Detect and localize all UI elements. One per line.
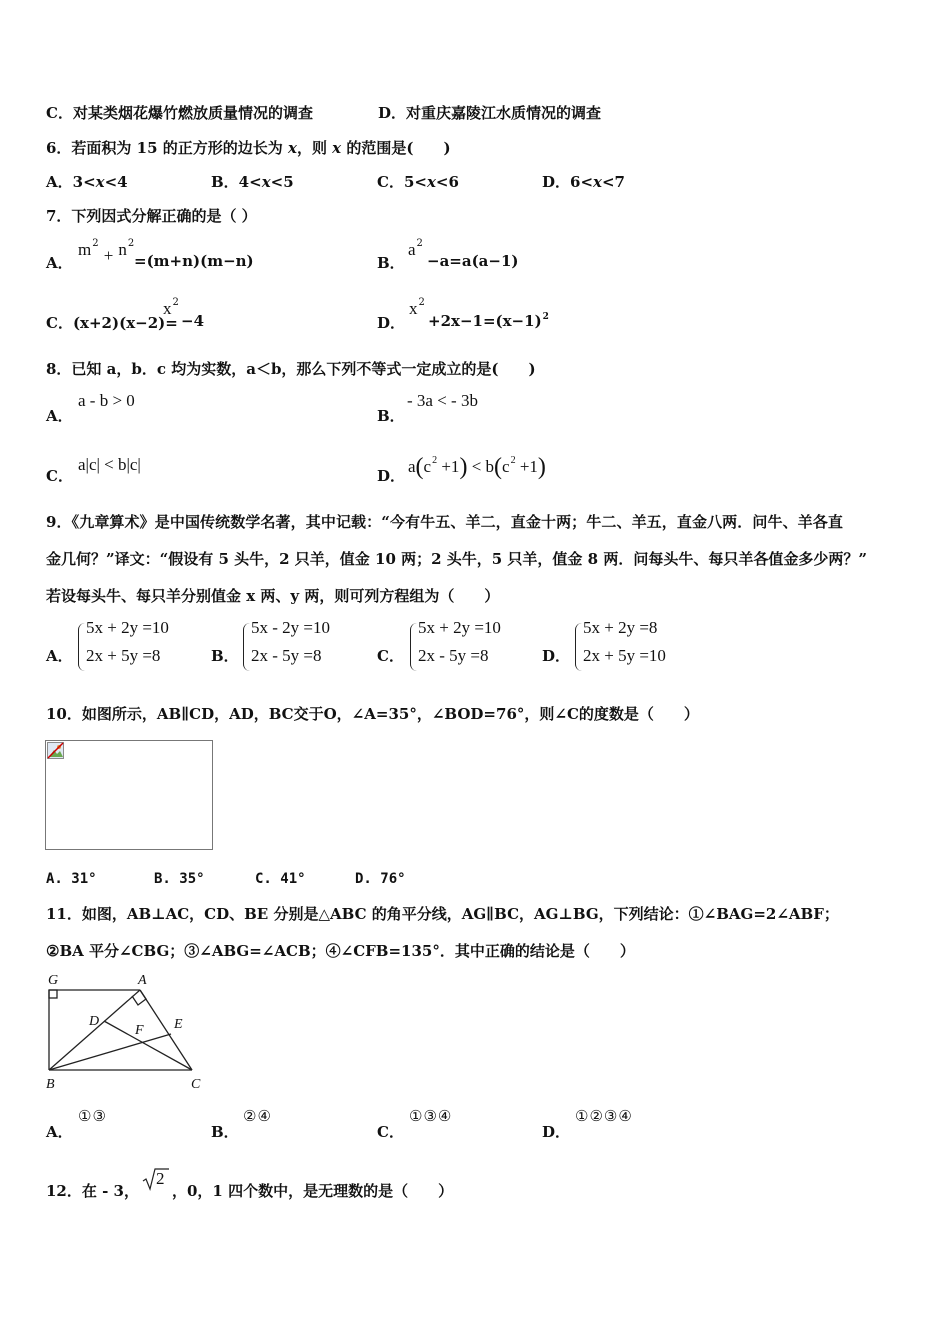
q6-opt-text: <5 xyxy=(270,173,294,191)
q8-stem: 8．已知 a，b．c 均为实数，a＜b，那么下列不等式一定成立的是( ) xyxy=(46,360,536,378)
q6-stem-part: ，则 xyxy=(296,139,333,157)
q8-option-a-expr: a - b > 0 xyxy=(78,391,135,410)
q7-option-c-expr xyxy=(163,299,179,319)
right-angle-mark-a xyxy=(132,990,146,1005)
q11-option-b-label: B． xyxy=(211,1123,239,1141)
q9-stem-line1: 9．《九章算术》是中国传统数学名著，其中记载：“今有牛五、羊二，直金十两；牛二、羊五，直金八两．问牛、羊各直 xyxy=(46,513,843,531)
right-angle-mark-g xyxy=(49,990,57,998)
q7-term: (x+2)(x−2)= xyxy=(72,314,178,332)
q6-option-b xyxy=(211,171,294,192)
equation: 2x - 5y =8 xyxy=(418,646,489,665)
q7-option-b-label: B． xyxy=(377,254,405,272)
q7-label: C． xyxy=(46,314,73,332)
q11-option-b-value: ②④ xyxy=(243,1107,272,1125)
q9-option-a-label: A． xyxy=(46,647,73,665)
q8-exponent: 2 xyxy=(432,455,438,466)
q7-term: + xyxy=(103,246,114,265)
q6-var: x xyxy=(287,139,297,157)
q8-term: +1 xyxy=(437,457,460,476)
q8-option-a-label: A． xyxy=(46,407,73,425)
q12-stem-b: ，0，1 四个数中，是无理数的是（ ） xyxy=(172,1182,454,1200)
q7-term: +2x−1=(x−1) xyxy=(428,312,542,330)
q6-var: x xyxy=(593,173,602,191)
equation: 5x - 2y =10 xyxy=(251,618,330,637)
equation: 2x + 5y =8 xyxy=(86,646,161,665)
label-g: G xyxy=(48,973,59,988)
q6-opt-text: <7 xyxy=(601,173,625,191)
q8-exponent: 2 xyxy=(510,455,516,466)
q8-term: < b xyxy=(467,457,495,476)
q6-var: x xyxy=(95,173,105,191)
segment-AC xyxy=(140,990,192,1070)
q7-option-b-rest: −a=a(a−1) xyxy=(427,252,519,270)
q7-term: m xyxy=(78,240,92,259)
brace xyxy=(575,623,582,671)
q7-exponent: 2 xyxy=(416,238,423,249)
q6-stem xyxy=(46,137,451,158)
brace xyxy=(410,623,417,671)
equation: 2x - 5y =8 xyxy=(251,646,322,665)
q7-exponent: 2 xyxy=(172,297,179,308)
broken-image-icon xyxy=(47,742,65,760)
q7-option-d-rest xyxy=(428,312,549,330)
q8-term: a xyxy=(408,457,416,476)
q10-missing-figure xyxy=(45,740,213,850)
q8-option-b-label: B． xyxy=(377,407,405,425)
label-b: B xyxy=(46,1077,55,1092)
q7-option-c-rest: −4 xyxy=(181,312,205,330)
q5-option-c: C．对某类烟花爆竹燃放质量情况的调查 xyxy=(46,104,313,122)
q7-term: x xyxy=(163,299,172,318)
q8-option-b-expr: - 3a < - 3b xyxy=(407,391,478,410)
segment-BE xyxy=(49,1034,171,1070)
q6-opt-text: C．5< xyxy=(377,173,427,191)
q7-option-d-label: D． xyxy=(377,314,406,332)
q8-term: +1 xyxy=(515,457,538,476)
q7-option-a-rest: =(m+n)(m−n) xyxy=(134,252,254,270)
q7-option-c-label xyxy=(46,312,178,333)
q11-stem-line2: ②BA 平分∠CBG；③∠ABG=∠ACB；④∠CFB=135°．其中正确的结论是（ ） xyxy=(46,942,635,960)
q8-term: c xyxy=(502,457,510,476)
segment-BA xyxy=(49,990,140,1070)
label-d: D xyxy=(89,1014,100,1029)
label-f: F xyxy=(135,1023,144,1038)
q11-option-a-label: A． xyxy=(46,1123,73,1141)
q7-exponent: 2 xyxy=(92,238,99,249)
q12-stem-a: 12．在 - 3， xyxy=(46,1182,139,1200)
q6-stem-part: 6．若面积为 15 的正方形的边长为 xyxy=(46,139,288,157)
q7-term: x xyxy=(409,299,418,318)
q11-option-d-label: D． xyxy=(542,1123,571,1141)
q6-var: x xyxy=(426,173,436,191)
q10-stem: 10．如图所示，AB∥CD，AD，BC交于O，∠A=35°，∠BOD=76°，则∠C的度数是（ ） xyxy=(46,705,699,723)
q7-exponent: 2 xyxy=(418,297,425,308)
q7-exponent: 2 xyxy=(542,312,549,322)
q9-stem-line3: 若设每头牛、每只羊分别值金 x 两、y 两，则可列方程组为（ ） xyxy=(46,587,500,605)
q8-term: c xyxy=(423,457,432,476)
q6-opt-text: <6 xyxy=(435,173,459,191)
sqrt-radicand: 2 xyxy=(156,1169,165,1188)
equation: 2x + 5y =10 xyxy=(583,646,666,665)
q6-option-a xyxy=(46,171,128,192)
q7-option-d-expr xyxy=(409,299,425,319)
q6-opt-text: B．4< xyxy=(211,173,262,191)
q9-stem-line2: 金几何？”译文：“假设有 5 头牛，2 只羊，值金 10 两；2 头牛，5 只羊，值金 8 两．问每头牛、每只羊各值金多少两？” xyxy=(46,550,867,568)
q11-geometry-figure xyxy=(40,968,220,1093)
brace xyxy=(78,623,85,671)
q9-option-c-label: C． xyxy=(377,647,404,665)
q9-option-d-label: D． xyxy=(542,647,571,665)
q10-option-b: B. 35° xyxy=(154,871,205,887)
q11-option-c-label: C． xyxy=(377,1123,404,1141)
q9-option-b-label: B． xyxy=(211,647,239,665)
q7-exponent: 2 xyxy=(127,238,135,249)
q7-stem: 7．下列因式分解正确的是（ ） xyxy=(46,207,257,225)
q6-option-c xyxy=(377,171,459,192)
q11-option-a-value: ①③ xyxy=(78,1107,107,1125)
q11-option-d-value: ①②③④ xyxy=(575,1107,633,1125)
equation: 5x + 2y =10 xyxy=(86,618,169,637)
label-e: E xyxy=(174,1017,183,1032)
q8-option-d-label: D． xyxy=(377,467,406,485)
q6-var: x xyxy=(261,173,271,191)
q7-option-a-expr xyxy=(78,238,135,265)
q6-opt-text: A．3< xyxy=(46,173,96,191)
q7-term: n xyxy=(118,240,127,259)
q11-option-c-value: ①③④ xyxy=(409,1107,453,1125)
q10-option-c: C. 41° xyxy=(255,871,306,887)
q10-option-a: A. 31° xyxy=(46,871,97,887)
q10-option-d: D. 76° xyxy=(355,871,406,887)
q8-option-d-expr: $a(c^2 +1) < b(c^2 +1)$ xyxy=(408,454,546,480)
q8-option-c-expr: a|c| < b|c| xyxy=(78,455,141,474)
label-c: C xyxy=(191,1077,201,1092)
q7-term: a xyxy=(408,240,416,259)
equation: 5x + 2y =10 xyxy=(418,618,501,637)
q8-option-c-label: C． xyxy=(46,467,73,485)
q7-option-a-label: A． xyxy=(46,254,73,272)
label-a: A xyxy=(138,973,147,988)
q11-stem-line1: 11．如图，AB⊥AC，CD、BE 分别是△ABC 的角平分线，AG∥BC，AG⊥BG，下列结论：①∠BAG=2∠ABF； xyxy=(46,905,839,923)
q7-option-b-expr xyxy=(408,240,423,260)
q6-option-d xyxy=(542,171,625,192)
q6-var: x xyxy=(332,139,342,157)
equation: 5x + 2y =8 xyxy=(583,618,658,637)
q5-option-d: D．对重庆嘉陵江水质情况的调查 xyxy=(378,104,602,122)
q6-stem-part: 的范围是( ) xyxy=(341,139,451,157)
brace xyxy=(243,623,250,671)
q6-opt-text: <4 xyxy=(104,173,128,191)
q6-opt-text: D．6< xyxy=(542,173,594,191)
